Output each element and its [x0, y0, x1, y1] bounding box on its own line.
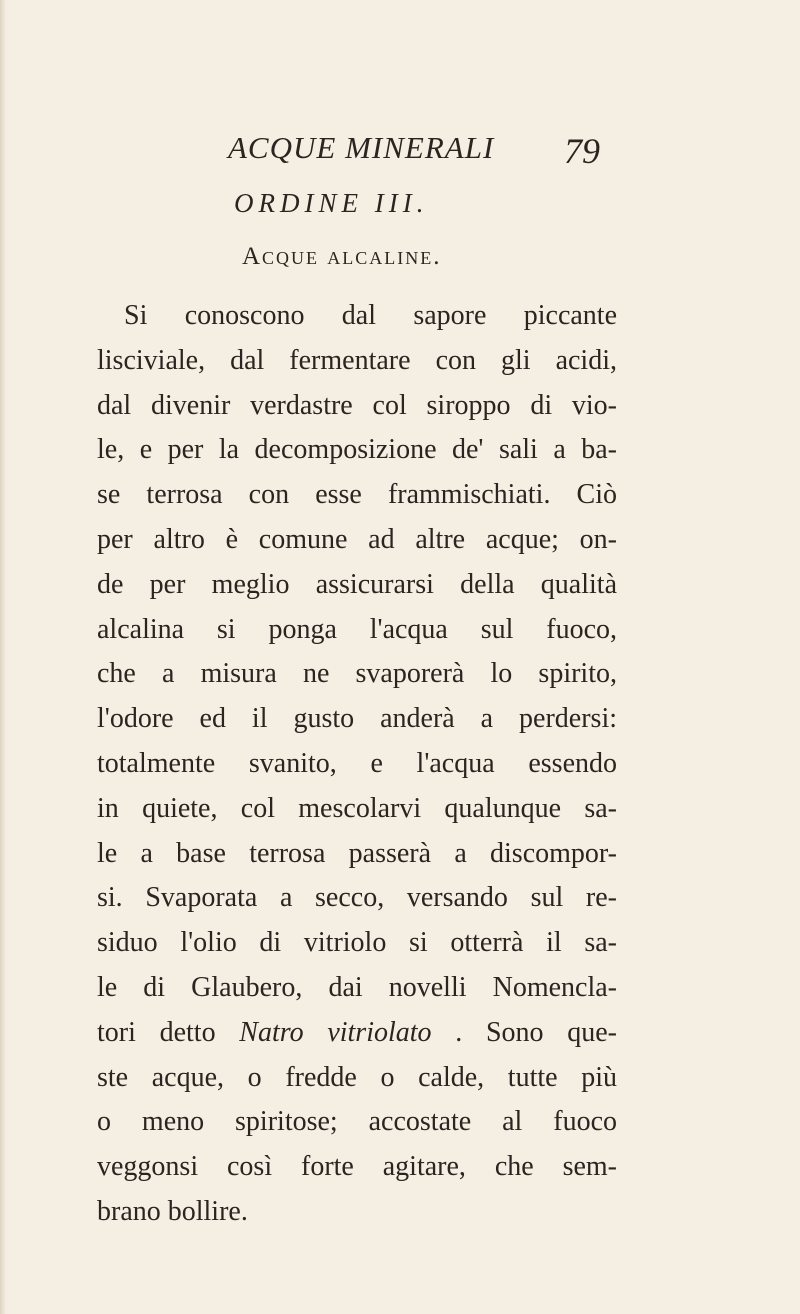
text-line-mixed: [97, 1011, 617, 1056]
text-segment: tori detto: [97, 1016, 216, 1048]
text-line: che a misura ne svaporerà lo spirito,: [97, 658, 617, 690]
page-number: 79: [564, 131, 600, 171]
text-line: lisciviale, dal fermentare con gli acidi,: [97, 344, 617, 376]
text-line: ste acque, o fredde o calde, tutte più: [97, 1061, 617, 1093]
text-line: dal divenir verdastre col siroppo di vio-: [97, 389, 617, 421]
text-line: le, e per la decomposizione de' sali a ba-: [97, 434, 617, 466]
text-line: totalmente svanito, e l'acqua essendo: [97, 747, 617, 779]
text-line: siduo l'olio di vitriolo si otterrà il sa-: [97, 927, 617, 959]
section-title: ORDINE III.: [234, 188, 429, 218]
text-segment: . Sono que-: [455, 1016, 618, 1048]
text-line: per altro è comune ad altre acque; on-: [97, 523, 617, 555]
text-line: se terrosa con esse frammischiati. Ciò: [97, 479, 617, 511]
body-text: [97, 294, 617, 1235]
text-line: si. Svaporata a secco, versando sul re-: [97, 882, 617, 914]
text-line: brano bollire.: [97, 1195, 248, 1227]
text-line: Si conoscono dal sapore piccante: [124, 300, 617, 331]
text-line: l'odore ed il gusto anderà a perdersi:: [97, 703, 617, 735]
text-line: le a base terrosa passerà a discompor-: [97, 837, 617, 869]
text-line: alcalina si ponga l'acqua sul fuoco,: [97, 613, 617, 645]
page-header: [228, 130, 668, 170]
text-line: o meno spiritose; accostate al fuoco: [97, 1106, 617, 1138]
text-line: veggonsi così forte agitare, che sem-: [97, 1151, 617, 1183]
text-line: de per meglio assicurarsi della qualità: [97, 568, 617, 600]
page-edge: [0, 0, 6, 1314]
text-line: le di Glaubero, dai novelli Nomencla-: [97, 971, 617, 1003]
italic-term: Natro vitriolato: [239, 1016, 432, 1048]
text-line: in quiete, col mescolarvi qualunque sa-: [97, 792, 617, 824]
running-head: ACQUE MINERALI: [228, 130, 495, 165]
section-subtitle: Acque alcaline.: [242, 243, 442, 270]
